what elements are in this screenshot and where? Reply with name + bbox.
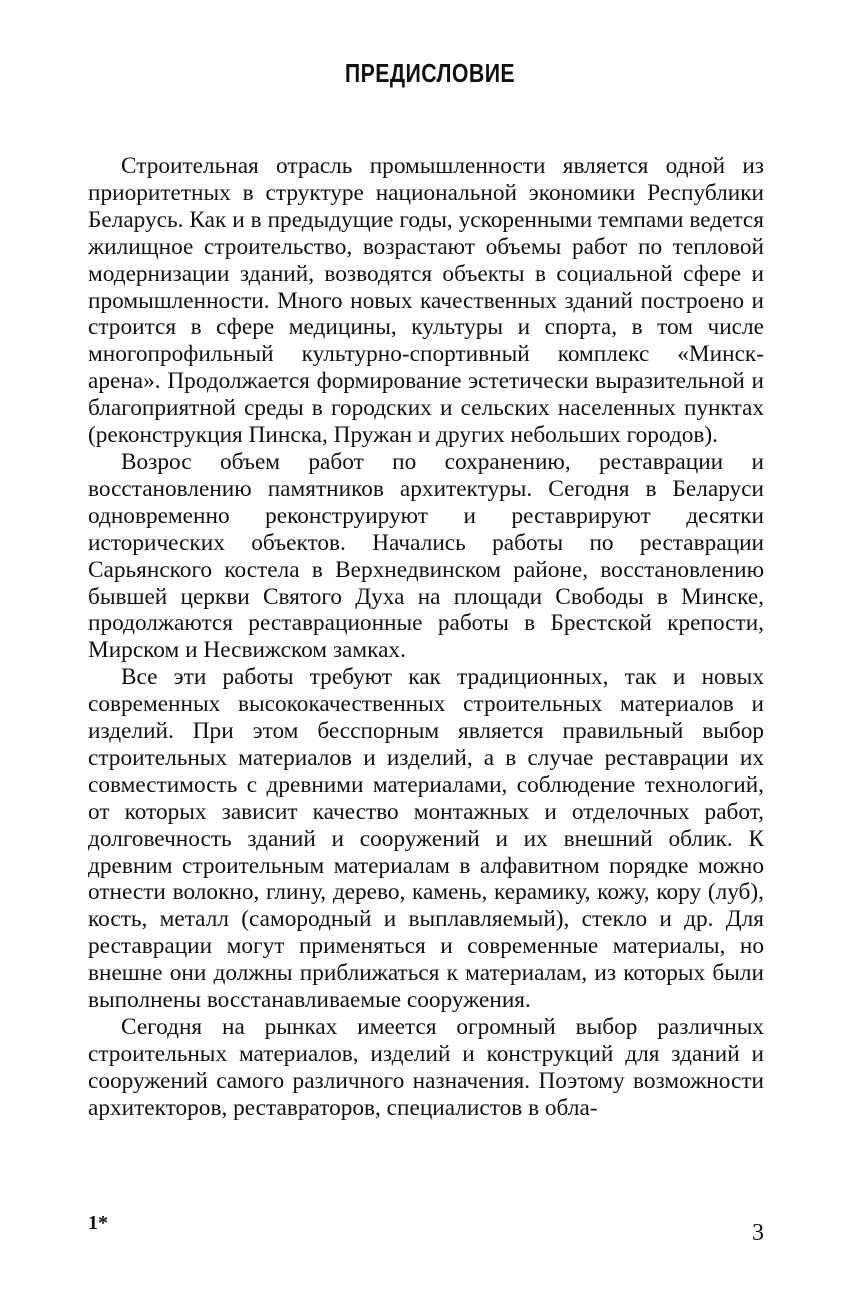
paragraph-1: Строительная отрасль промышленности является одной из приоритетных в структуре национальной экономики Республики Беларусь. Как и в предыдущие годы, ускоренными темпами ведется жилищное строительство, возрастают объемы работ по тепловой модернизации зданий, возводятся объекты в социальной сфере и промышленности. Много новых качественных зданий построено и строится в сфере медицины, культуры и спорта, в том числе многопрофильный культурно-спортивный комплекс «Минск-арена». Продолжается формирование эстетически выразительной и благоприятной среды в городских и сельских населенных пунктах (реконструкция Пинска, Пружан и других небольших городов). xyxy=(88,153,764,449)
paragraph-4: Сегодня на рынках имеется огромный выбор различных строительных материалов, изделий и конструкций для зданий и сооружений самого различного назначения. Поэтому возможности архитекторов, реставраторов, специалистов в обла- xyxy=(88,1014,764,1121)
paragraph-2: Возрос объем работ по сохранению, реставрации и восстановлению памятников архитектуры. Сегодня в Беларуси одновременно реконструируют и реставрируют десятки исторических объектов. Начались работы по реставрации Сарьянского костела в Верхнедвинском районе, восстановлению бывшей церкви Святого Духа на площади Свободы в Минске, продолжаются реставрационные работы в Брестской крепости, Мирском и Несвижском замках. xyxy=(88,448,764,664)
body-text xyxy=(88,153,764,1122)
page-title: ПРЕДИСЛОВИЕ xyxy=(344,58,516,88)
signature-mark: 1* xyxy=(88,1212,108,1234)
paragraph-3: Все эти работы требуют как традиционных, так и новых современных высококачественных строительных материалов и изделий. При этом бесспорным является правильный выбор строительных материалов и изделий, а в случае реставрации их совместимость с древними материалами, соблюдение технологий, от которых зависит качество монтажных и отделочных работ, долговечность зданий и сооружений и их внешний облик. К древним строительным материалам в алфавитном порядке можно отнести волокно, глину, дерево, камень, керамику, кожу, кору (луб), кость, металл (самородный и выплавляемый), стекло и др. Для реставрации могут применяться и современные материалы, но внешне они должны приближаться к материалам, из которых были выполнены восстанавливаемые сооружения. xyxy=(88,664,764,1014)
page-number: 3 xyxy=(752,1220,764,1246)
